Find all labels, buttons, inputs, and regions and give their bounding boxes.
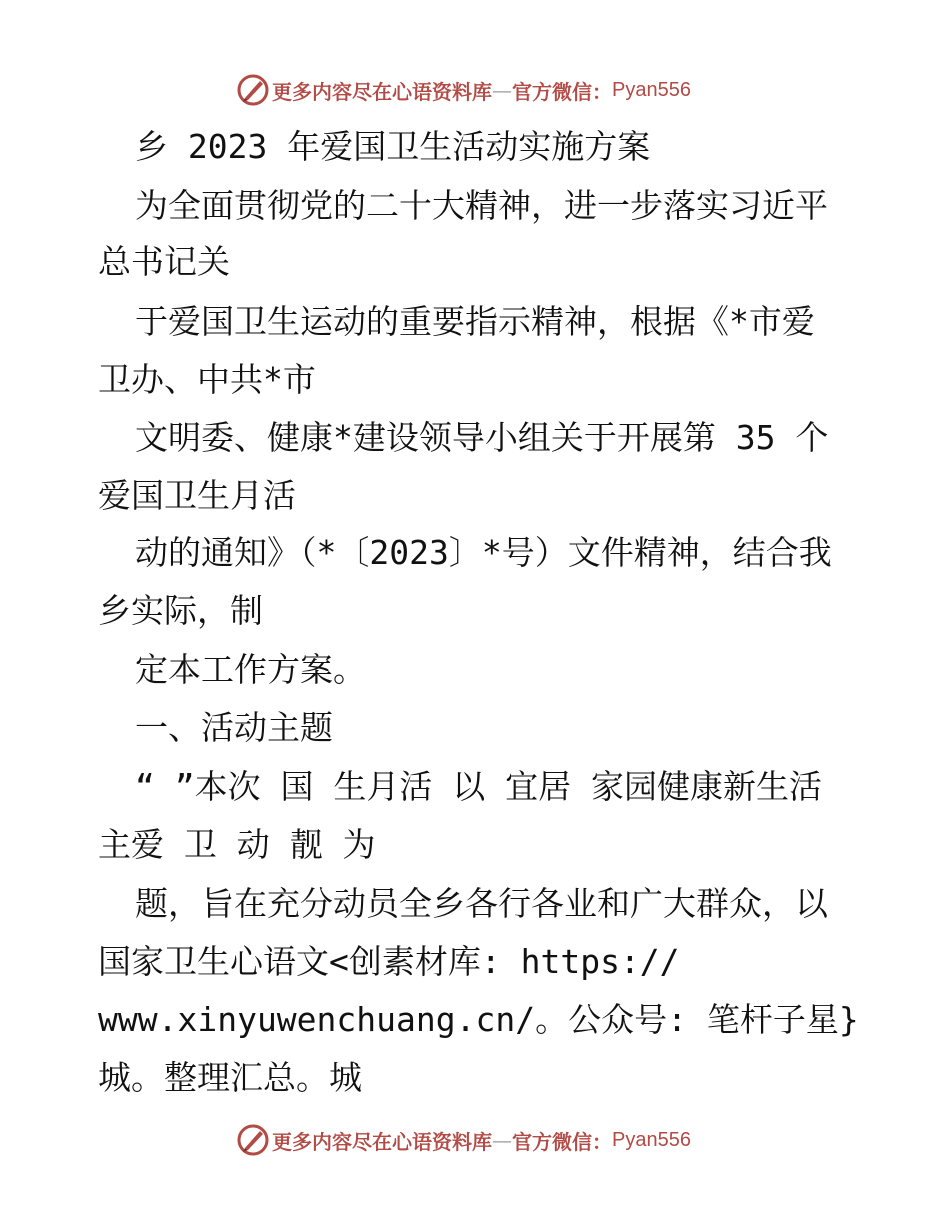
text-line: 动的通知》（*〔2023〕*号）文件精神，结合我 (135, 533, 832, 572)
text-line: www.xinyuwenchuang.cn/。公众号: 笔杆子星} (98, 1000, 859, 1039)
section-heading: 一、活动主题 (135, 708, 333, 747)
text-line: 文明委、健康*建设领导小组关于开展第 35 个 (135, 418, 829, 457)
text-line: 卫办、中共*市 (98, 360, 316, 399)
text-line: “ ”本次 国 生月活 以 宜居 家园健康新生活 (135, 767, 822, 806)
text-line: 于爱国卫生运动的重要指示精神，根据《*市爱 (135, 302, 815, 341)
text-line: 城。整理汇总。城 (98, 1058, 362, 1097)
watermark-dash: — (492, 78, 512, 102)
watermark-wechat-id: Pyan556 (612, 1128, 691, 1151)
watermark-text: 更多内容尽在心语资料库 (272, 79, 492, 104)
watermark-text: 更多内容尽在心语资料库 (272, 1129, 492, 1154)
text-line: 乡实际，制 (98, 591, 263, 630)
text-line: 题，旨在充分动员全乡各行各业和广大群众，以 (135, 884, 828, 923)
text-line: 国家卫生心语文<创素材库: https:// (98, 942, 680, 981)
watermark-wechat-id: Pyan556 (612, 78, 691, 101)
watermark-dash: — (492, 1128, 512, 1152)
footer-watermark (0, 1120, 950, 1160)
text-line: 主爱 卫 动 靓 为 (98, 825, 376, 864)
document-title: 乡 2023 年爱国卫生活动实施方案 (135, 127, 651, 166)
text-line: 定本工作方案。 (135, 650, 366, 689)
watermark-wechat-label: 官方微信： (512, 79, 612, 104)
header-watermark (0, 70, 950, 110)
text-line: 总书记关 (98, 242, 230, 281)
watermark-wechat-label: 官方微信： (512, 1129, 612, 1154)
text-line: 爱国卫生月活 (98, 476, 296, 515)
quill-pen-logo-icon (236, 1123, 270, 1157)
text-line: 为全面贯彻党的二十大精神，进一步落实习近平 (135, 186, 828, 225)
quill-pen-logo-icon (236, 73, 270, 107)
